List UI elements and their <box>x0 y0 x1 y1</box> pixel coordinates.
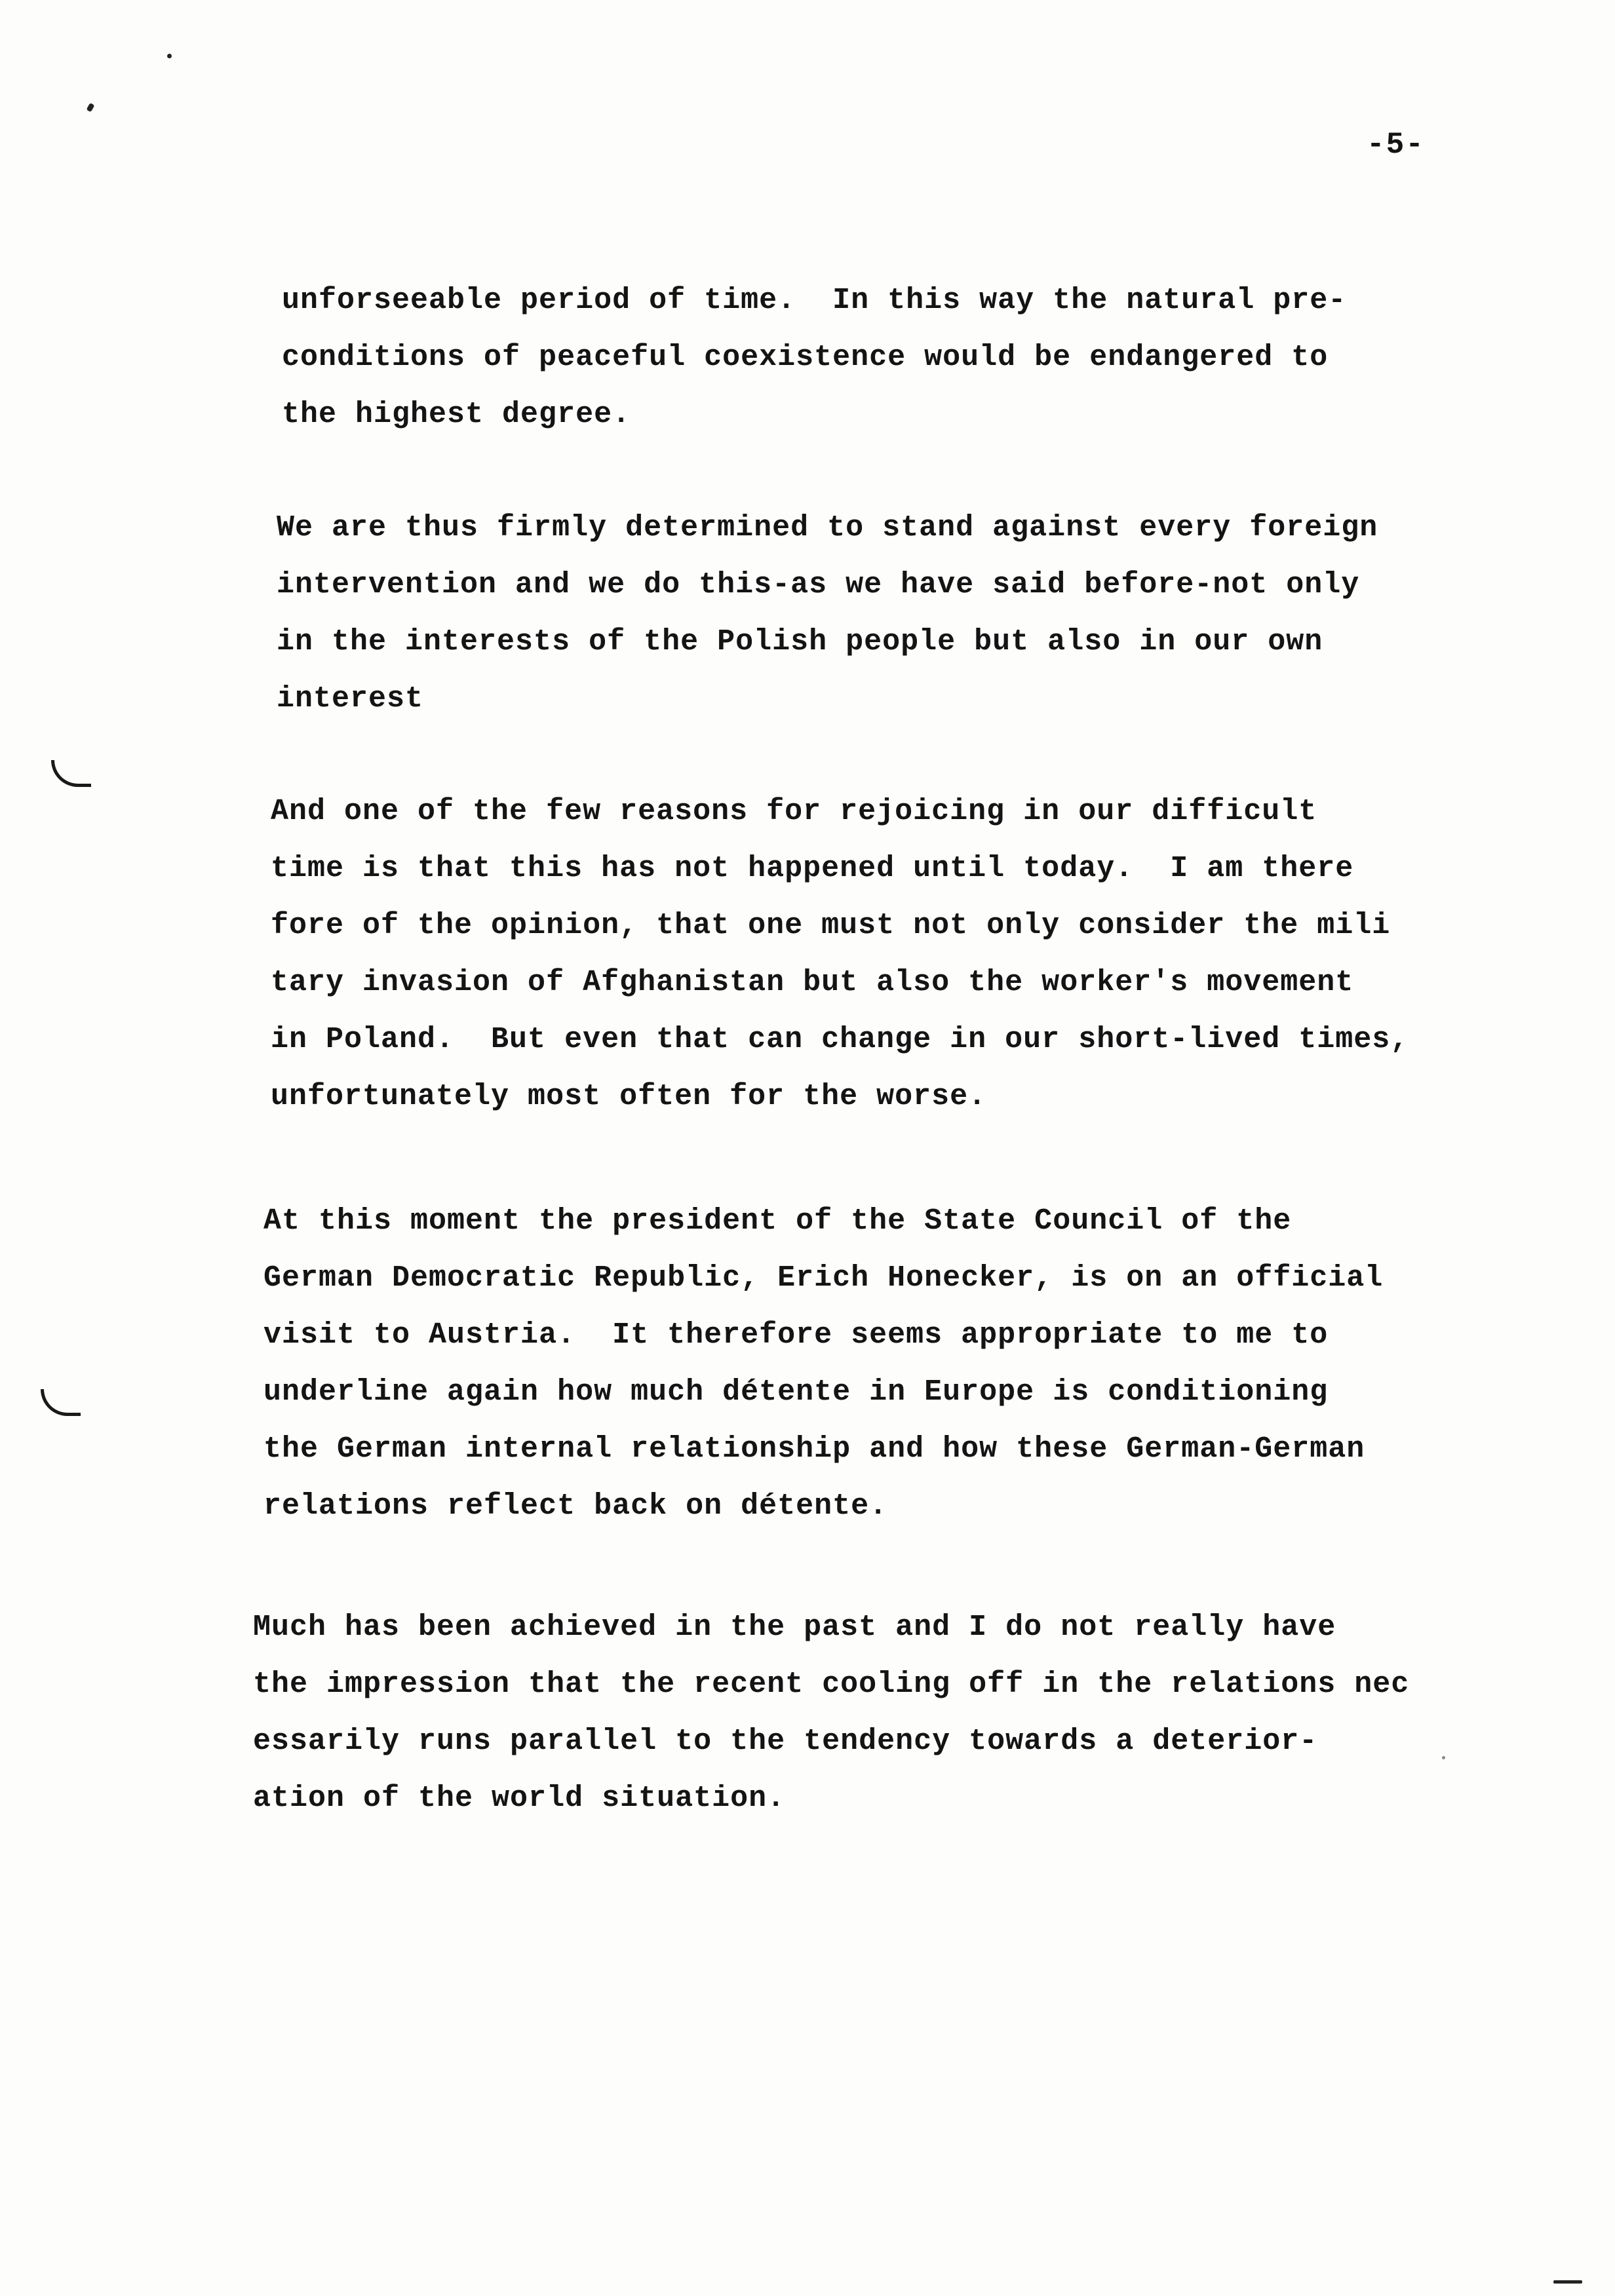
text-line: unfortunately most often for the worse. <box>271 1080 987 1113</box>
text-line: visit to Austria. It therefore seems appropriate to me to <box>263 1318 1329 1352</box>
page-number: -5- <box>1367 128 1425 162</box>
text-line: conditions of peaceful coexistence would be endangered to <box>282 341 1329 374</box>
text-line: the highest degree. <box>282 398 631 431</box>
text-line: time is that this has not happened until today. I am there <box>271 852 1354 885</box>
text-line: the German internal relationship and how these German-German <box>263 1432 1365 1466</box>
text-line: intervention and we do this-as we have said before-not only <box>277 568 1360 602</box>
scan-speck <box>87 103 95 112</box>
text-line: in Poland. But even that can change in our short-lived times, <box>271 1023 1409 1056</box>
text-line: fore of the opinion, that one must not only consider the mili <box>271 909 1391 942</box>
text-line: ation of the world situation. <box>253 1782 786 1815</box>
text-line: unforseeable period of time. In this way the natural pre- <box>282 284 1347 317</box>
paragraph-2 <box>277 499 1378 727</box>
text-line: German Democratic Republic, Erich Honecker, is on an official <box>263 1261 1384 1295</box>
scan-speck <box>1442 1756 1445 1759</box>
text-line: interest <box>277 682 424 716</box>
text-line: relations reflect back on détente. <box>263 1489 888 1523</box>
text-line: tary invasion of Afghanistan but also the worker's movement <box>271 966 1354 999</box>
text-line: At this moment the president of the State Council of the <box>263 1204 1292 1238</box>
text-line: in the interests of the Polish people but also in our own <box>277 625 1323 659</box>
paragraph-1 <box>282 272 1346 443</box>
text-line: essarily runs parallel to the tendency towards a deterior- <box>253 1725 1318 1758</box>
text-line: Much has been achieved in the past and I do not really have <box>253 1611 1336 1644</box>
paragraph-4 <box>263 1193 1383 1535</box>
text-line: underline again how much détente in Europe is conditioning <box>263 1375 1329 1409</box>
margin-bracket-mark <box>51 760 91 787</box>
scan-speck <box>167 54 172 58</box>
text-line: the impression that the recent cooling off in the relations nec <box>253 1668 1410 1701</box>
margin-bracket-mark <box>41 1389 81 1416</box>
paragraph-5 <box>253 1599 1409 1827</box>
text-line: And one of the few reasons for rejoicing in our difficult <box>271 795 1317 828</box>
scan-speck <box>1553 2280 1582 2284</box>
text-line: We are thus firmly determined to stand against every foreign <box>277 511 1378 545</box>
paragraph-3 <box>271 783 1409 1125</box>
